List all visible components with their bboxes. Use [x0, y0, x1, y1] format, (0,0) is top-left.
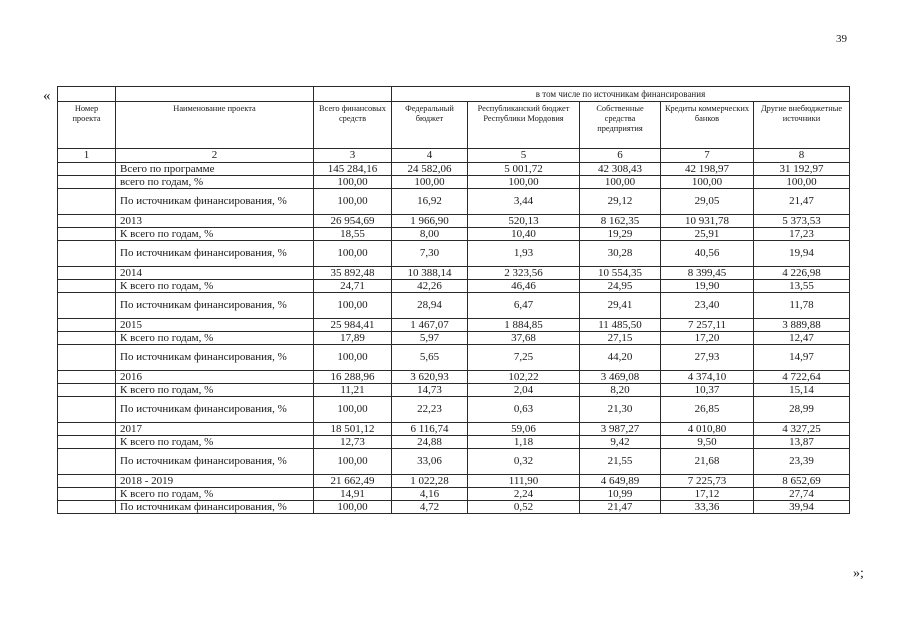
value-cell: 17,23: [754, 228, 850, 241]
value-cell: 10,40: [468, 228, 580, 241]
project-number-cell: [58, 397, 116, 423]
project-number-cell: [58, 280, 116, 293]
table-row: [58, 384, 850, 397]
value-cell: 4 327,25: [754, 423, 850, 436]
project-name-cell: По источникам финансирования, %: [116, 189, 314, 215]
project-name-cell: К всего по годам, %: [116, 280, 314, 293]
project-number-cell: [58, 176, 116, 189]
value-cell: 8,20: [580, 384, 661, 397]
value-cell: 31 192,97: [754, 163, 850, 176]
project-number-cell: [58, 345, 116, 371]
value-cell: 24,95: [580, 280, 661, 293]
project-name-cell: По источникам финансирования, %: [116, 345, 314, 371]
value-cell: 33,36: [661, 501, 754, 514]
value-cell: 5,65: [392, 345, 468, 371]
column-number: 4: [392, 149, 468, 163]
value-cell: 33,06: [392, 449, 468, 475]
value-cell: 44,20: [580, 345, 661, 371]
value-cell: 16,92: [392, 189, 468, 215]
project-name-cell: К всего по годам, %: [116, 384, 314, 397]
value-cell: 100,00: [754, 176, 850, 189]
table-row: [58, 475, 850, 488]
value-cell: 2,24: [468, 488, 580, 501]
value-cell: 8 162,35: [580, 215, 661, 228]
project-name-cell: 2017: [116, 423, 314, 436]
project-name-cell: По источникам финансирования, %: [116, 397, 314, 423]
table-row: [58, 488, 850, 501]
value-cell: 11 485,50: [580, 319, 661, 332]
value-cell: 29,05: [661, 189, 754, 215]
table-row: [58, 293, 850, 319]
group-header-financing-sources: в том числе по источникам финансирования: [392, 87, 850, 102]
value-cell: 19,29: [580, 228, 661, 241]
value-cell: 1,93: [468, 241, 580, 267]
value-cell: 13,87: [754, 436, 850, 449]
project-number-cell: [58, 332, 116, 345]
project-number-cell: [58, 475, 116, 488]
header-project-number: Номер проекта: [58, 102, 116, 149]
project-name-cell: К всего по годам, %: [116, 228, 314, 241]
value-cell: 25 984,41: [314, 319, 392, 332]
value-cell: 24 582,06: [392, 163, 468, 176]
value-cell: 11,21: [314, 384, 392, 397]
value-cell: 17,20: [661, 332, 754, 345]
project-number-cell: [58, 215, 116, 228]
table-row: [58, 449, 850, 475]
value-cell: 10 388,14: [392, 267, 468, 280]
project-name-cell: 2016: [116, 371, 314, 384]
value-cell: 29,12: [580, 189, 661, 215]
value-cell: 21,47: [580, 501, 661, 514]
project-name-cell: По источникам финансирования, %: [116, 241, 314, 267]
table-row: [58, 228, 850, 241]
project-number-cell: [58, 241, 116, 267]
value-cell: 3 620,93: [392, 371, 468, 384]
value-cell: 100,00: [314, 293, 392, 319]
project-name-cell: К всего по годам, %: [116, 332, 314, 345]
value-cell: 100,00: [314, 397, 392, 423]
project-name-cell: Всего по программе: [116, 163, 314, 176]
value-cell: 100,00: [314, 241, 392, 267]
table-row: [58, 267, 850, 280]
value-cell: 46,46: [468, 280, 580, 293]
value-cell: 21,55: [580, 449, 661, 475]
value-cell: 100,00: [314, 449, 392, 475]
value-cell: 27,15: [580, 332, 661, 345]
value-cell: 23,40: [661, 293, 754, 319]
value-cell: 0,63: [468, 397, 580, 423]
value-cell: 4 010,80: [661, 423, 754, 436]
column-number: 3: [314, 149, 392, 163]
value-cell: 27,74: [754, 488, 850, 501]
value-cell: 7,30: [392, 241, 468, 267]
value-cell: 100,00: [661, 176, 754, 189]
table-row: [58, 397, 850, 423]
value-cell: 42 198,97: [661, 163, 754, 176]
value-cell: 15,14: [754, 384, 850, 397]
value-cell: 1 966,90: [392, 215, 468, 228]
project-name-cell: К всего по годам, %: [116, 436, 314, 449]
project-name-cell: 2018 - 2019: [116, 475, 314, 488]
header-other-sources: Другие внебюджетные источники: [754, 102, 850, 149]
value-cell: 26 954,69: [314, 215, 392, 228]
value-cell: 5 373,53: [754, 215, 850, 228]
blank-header-cell: [116, 87, 314, 102]
value-cell: 21 662,49: [314, 475, 392, 488]
value-cell: 3 469,08: [580, 371, 661, 384]
value-cell: 17,12: [661, 488, 754, 501]
project-name-cell: По источникам финансирования, %: [116, 501, 314, 514]
value-cell: 10,99: [580, 488, 661, 501]
project-name-cell: 2015: [116, 319, 314, 332]
value-cell: 10 554,35: [580, 267, 661, 280]
value-cell: 8,00: [392, 228, 468, 241]
table-row: [58, 215, 850, 228]
project-number-cell: [58, 423, 116, 436]
value-cell: 25,91: [661, 228, 754, 241]
header-federal-budget: Федеральный бюджет: [392, 102, 468, 149]
project-number-cell: [58, 189, 116, 215]
value-cell: 7 225,73: [661, 475, 754, 488]
table-row: [58, 241, 850, 267]
value-cell: 100,00: [314, 189, 392, 215]
value-cell: 6,47: [468, 293, 580, 319]
value-cell: 4 226,98: [754, 267, 850, 280]
value-cell: 520,13: [468, 215, 580, 228]
value-cell: 24,88: [392, 436, 468, 449]
value-cell: 3,44: [468, 189, 580, 215]
opening-quote: «: [43, 88, 51, 104]
value-cell: 19,94: [754, 241, 850, 267]
value-cell: 30,28: [580, 241, 661, 267]
value-cell: 102,22: [468, 371, 580, 384]
value-cell: 21,47: [754, 189, 850, 215]
group-header-row: [58, 87, 850, 102]
value-cell: 9,50: [661, 436, 754, 449]
project-number-cell: [58, 449, 116, 475]
value-cell: 100,00: [314, 176, 392, 189]
value-cell: 42,26: [392, 280, 468, 293]
value-cell: 12,73: [314, 436, 392, 449]
column-number: 2: [116, 149, 314, 163]
value-cell: 42 308,43: [580, 163, 661, 176]
value-cell: 40,56: [661, 241, 754, 267]
table-row: [58, 319, 850, 332]
value-cell: 1 884,85: [468, 319, 580, 332]
financing-table: [57, 86, 850, 514]
value-cell: 1,18: [468, 436, 580, 449]
page-number: 39: [836, 33, 847, 45]
value-cell: 100,00: [314, 501, 392, 514]
table-row: [58, 280, 850, 293]
project-name-cell: всего по годам, %: [116, 176, 314, 189]
project-number-cell: [58, 436, 116, 449]
header-republic-budget: Республиканский бюджет Республики Мордовия: [468, 102, 580, 149]
value-cell: 28,99: [754, 397, 850, 423]
value-cell: 2,04: [468, 384, 580, 397]
value-cell: 18 501,12: [314, 423, 392, 436]
project-name-cell: По источникам финансирования, %: [116, 293, 314, 319]
value-cell: 4 722,64: [754, 371, 850, 384]
value-cell: 27,93: [661, 345, 754, 371]
project-number-cell: [58, 371, 116, 384]
value-cell: 14,73: [392, 384, 468, 397]
value-cell: 10 931,78: [661, 215, 754, 228]
value-cell: 9,42: [580, 436, 661, 449]
value-cell: 100,00: [314, 345, 392, 371]
header-own-funds: Собственные средства предприятия: [580, 102, 661, 149]
value-cell: 3 889,88: [754, 319, 850, 332]
value-cell: 18,55: [314, 228, 392, 241]
header-project-name: Наименование проекта: [116, 102, 314, 149]
project-number-cell: [58, 228, 116, 241]
value-cell: 5,97: [392, 332, 468, 345]
value-cell: 14,91: [314, 488, 392, 501]
column-number: 5: [468, 149, 580, 163]
value-cell: 37,68: [468, 332, 580, 345]
value-cell: 0,32: [468, 449, 580, 475]
value-cell: 35 892,48: [314, 267, 392, 280]
column-number: 7: [661, 149, 754, 163]
value-cell: 24,71: [314, 280, 392, 293]
value-cell: 19,90: [661, 280, 754, 293]
value-cell: 8 399,45: [661, 267, 754, 280]
value-cell: 100,00: [580, 176, 661, 189]
value-cell: 3 987,27: [580, 423, 661, 436]
value-cell: 2 323,56: [468, 267, 580, 280]
project-name-cell: 2013: [116, 215, 314, 228]
table-body: [58, 87, 850, 514]
value-cell: 12,47: [754, 332, 850, 345]
value-cell: 8 652,69: [754, 475, 850, 488]
project-number-cell: [58, 293, 116, 319]
column-header-row: [58, 102, 850, 149]
table-row: [58, 371, 850, 384]
value-cell: 13,55: [754, 280, 850, 293]
value-cell: 23,39: [754, 449, 850, 475]
value-cell: 1 467,07: [392, 319, 468, 332]
value-cell: 6 116,74: [392, 423, 468, 436]
project-number-cell: [58, 384, 116, 397]
table-row: [58, 436, 850, 449]
header-bank-credits: Кредиты коммерческих банков: [661, 102, 754, 149]
value-cell: 21,30: [580, 397, 661, 423]
header-total-funds: Всего финансовых средств: [314, 102, 392, 149]
project-name-cell: К всего по годам, %: [116, 488, 314, 501]
value-cell: 4,16: [392, 488, 468, 501]
table-row: [58, 345, 850, 371]
value-cell: 10,37: [661, 384, 754, 397]
value-cell: 7,25: [468, 345, 580, 371]
value-cell: 145 284,16: [314, 163, 392, 176]
column-number: 6: [580, 149, 661, 163]
value-cell: 22,23: [392, 397, 468, 423]
value-cell: 29,41: [580, 293, 661, 319]
value-cell: 59,06: [468, 423, 580, 436]
table-row: [58, 501, 850, 514]
project-number-cell: [58, 488, 116, 501]
value-cell: 26,85: [661, 397, 754, 423]
value-cell: 5 001,72: [468, 163, 580, 176]
table-row: [58, 163, 850, 176]
value-cell: 11,78: [754, 293, 850, 319]
project-name-cell: 2014: [116, 267, 314, 280]
value-cell: 100,00: [392, 176, 468, 189]
value-cell: 4,72: [392, 501, 468, 514]
value-cell: 17,89: [314, 332, 392, 345]
blank-header-cell: [58, 87, 116, 102]
value-cell: 39,94: [754, 501, 850, 514]
value-cell: 14,97: [754, 345, 850, 371]
value-cell: 21,68: [661, 449, 754, 475]
value-cell: 16 288,96: [314, 371, 392, 384]
blank-header-cell: [314, 87, 392, 102]
table-row: [58, 189, 850, 215]
table-row: [58, 423, 850, 436]
value-cell: 100,00: [468, 176, 580, 189]
value-cell: 7 257,11: [661, 319, 754, 332]
table-row: [58, 176, 850, 189]
closing-quote: »;: [853, 566, 864, 581]
column-number-row: [58, 149, 850, 163]
project-name-cell: По источникам финансирования, %: [116, 449, 314, 475]
column-number: 1: [58, 149, 116, 163]
value-cell: 0,52: [468, 501, 580, 514]
project-number-cell: [58, 501, 116, 514]
column-number: 8: [754, 149, 850, 163]
value-cell: 4 374,10: [661, 371, 754, 384]
table-row: [58, 332, 850, 345]
project-number-cell: [58, 319, 116, 332]
value-cell: 4 649,89: [580, 475, 661, 488]
value-cell: 1 022,28: [392, 475, 468, 488]
value-cell: 28,94: [392, 293, 468, 319]
project-number-cell: [58, 267, 116, 280]
value-cell: 111,90: [468, 475, 580, 488]
project-number-cell: [58, 163, 116, 176]
